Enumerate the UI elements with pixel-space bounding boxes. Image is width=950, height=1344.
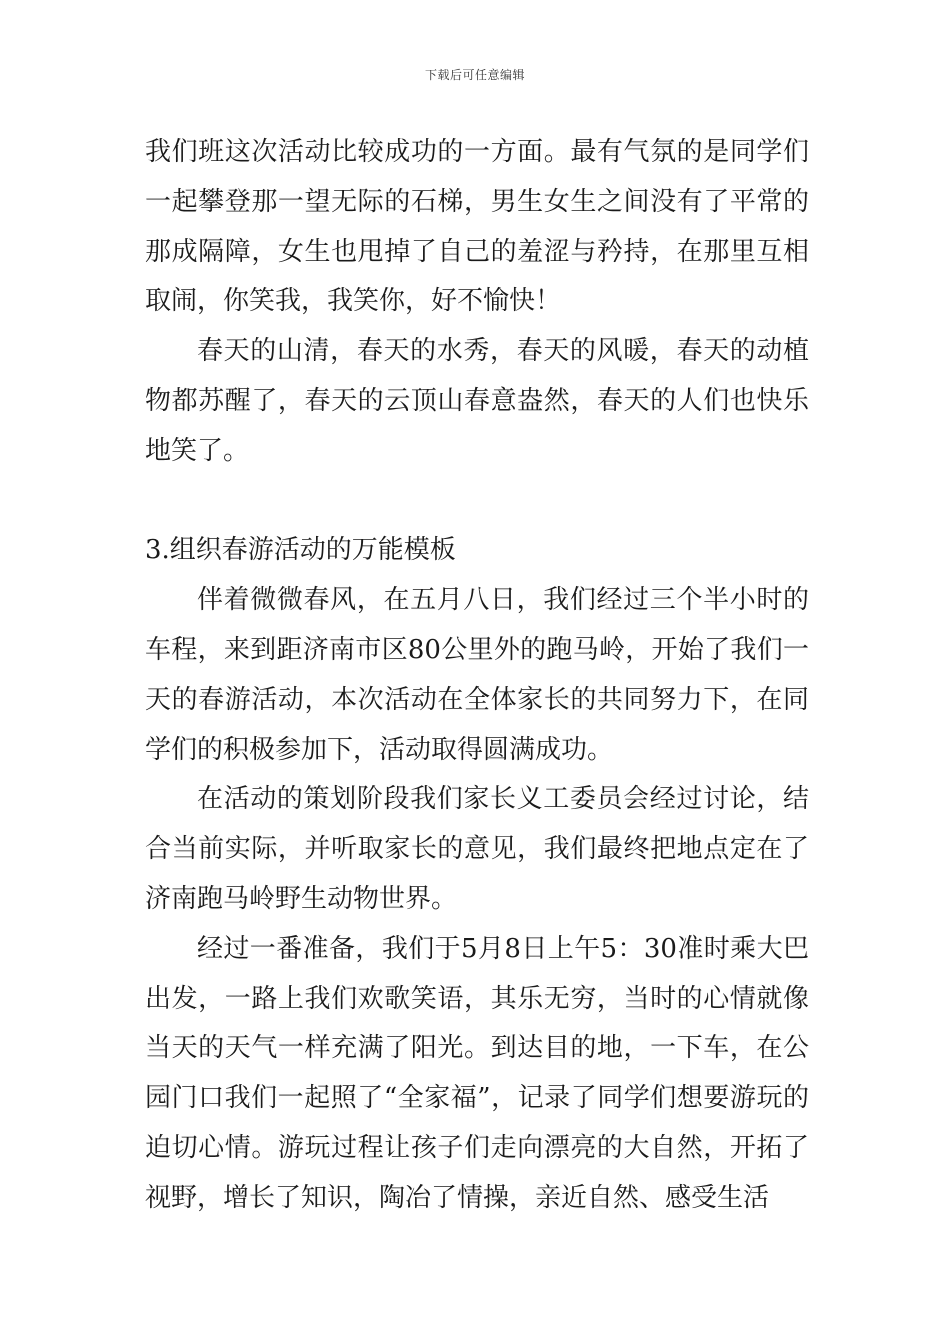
paragraph-planning: 在活动的策划阶段我们家长义工委员会经过讨论，结合当前实际，并听取家长的意见，我们最终把地点定在了济南跑马岭野生动物世界。 (145, 784, 809, 914)
document-body (145, 128, 809, 1224)
paragraph-trip-intro: 伴着微微春风，在五月八日，我们经过三个半小时的车程，来到距济南市区80公里外的跑马岭，开始了我们一天的春游活动，本次活动在全体家长的共同努力下，在同学们的积极参加下，活动取得圆满成功。 (145, 585, 809, 765)
paragraph-trip-details: 经过一番准备，我们于5月8日上午5：30准时乘大巴出发，一路上我们欢歌笑语，其乐无穷，当时的心情就像当天的天气一样充满了阳光。到达目的地，一下车，在公园门口我们一起照了“全家福”，记录了同学们想要游玩的迫切心情。游玩过程让孩子们走向漂亮的大自然，开拓了视野，增长了知识，陶冶了情操，亲近自然、感受生活 (145, 933, 809, 1213)
paragraph-spring-scenery: 春天的山清，春天的水秀，春天的风暖，春天的动植物都苏醒了，春天的云顶山春意盎然，春天的人们也快乐地笑了。 (145, 336, 809, 466)
paragraph-continuation: 我们班这次活动比较成功的一方面。最有气氛的是同学们一起攀登那一望无际的石梯，男生女生之间没有了平常的那成隔障，女生也甩掉了自己的羞涩与矜持，在那里互相取闹，你笑我，我笑你，好不愉快！ (145, 137, 809, 317)
section-heading: 3.组织春游活动的万能模板 (145, 535, 456, 566)
page-header-note: 下载后可任意编辑 (424, 68, 525, 82)
